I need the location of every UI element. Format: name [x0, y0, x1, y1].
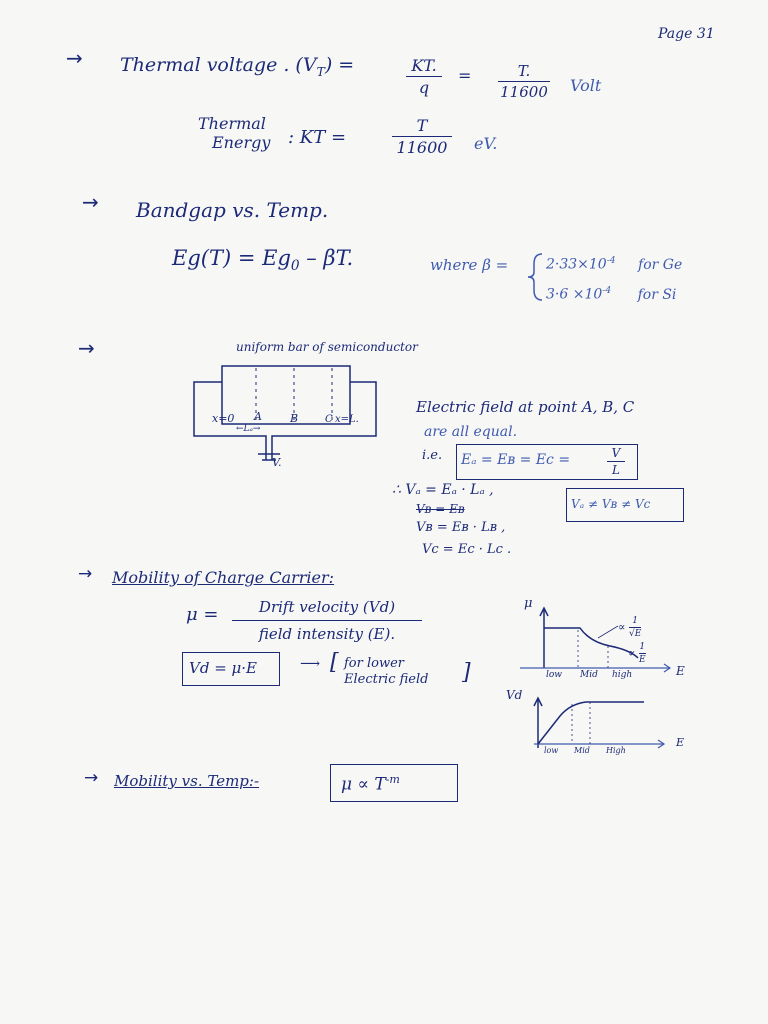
frac-denominator: L [612, 463, 620, 477]
point-b-label: B [290, 412, 299, 425]
si-mantissa: 3·6 ×10 [546, 286, 603, 303]
bullet-arrow-icon: → [66, 46, 83, 70]
thermal-energy-label [198, 114, 270, 152]
thermal-energy-line2: Energy [212, 133, 271, 152]
ann-prefix: ∝ [618, 620, 626, 634]
ann-fraction [639, 642, 646, 665]
graph2-tick-high: High [606, 746, 626, 755]
point-a-label: A [254, 410, 262, 423]
la-label: ←Lₐ→ [236, 424, 261, 434]
brace-icon [526, 252, 546, 302]
thermal-voltage-text: Thermal voltage . (V [120, 54, 317, 76]
frac-denominator: 11600 [396, 138, 448, 157]
note-line2: Electric field [344, 672, 429, 687]
graph1-x-label: E [676, 664, 685, 678]
frac-denominator: 11600 [500, 83, 548, 101]
energy-fraction [392, 116, 452, 157]
xl-label: x=L. [335, 414, 359, 425]
where-beta: where β = [430, 256, 509, 274]
graph1-y-label: μ [524, 596, 533, 611]
mobility-numerator: Drift velocity (Vd) [258, 598, 396, 616]
graph1-tick-mid: Mid [580, 670, 598, 680]
electric-field-line1: Electric field at point A, B, C [416, 398, 635, 416]
bandgap-formula-sub: 0 [290, 258, 300, 275]
bullet-arrow-icon: → [78, 336, 95, 360]
volt-unit: Volt [570, 76, 602, 95]
note-line1: for lower [344, 656, 405, 671]
point-c-label: C [325, 414, 333, 425]
mobility-temp-relation [341, 773, 400, 795]
ie-label: i.e. [422, 448, 443, 463]
electric-field-line2: are all equal. [424, 424, 518, 440]
frac-numerator: T [416, 116, 428, 135]
bracket-open: [ [330, 650, 339, 675]
graph2-y-label: Vd [506, 688, 523, 702]
vc-equation: Vc = Ec · Lc . [422, 542, 512, 557]
ann-fraction [629, 616, 641, 639]
frac-numerator: 1 [632, 616, 638, 626]
field-equal-text: Eₐ = Eʙ = Ec = [461, 452, 571, 468]
thermal-voltage-end: ) = [324, 54, 355, 76]
kt-over-q-fraction [406, 56, 442, 97]
bandgap-formula-text: Eg(T) = Eg [172, 246, 291, 270]
ge-value [546, 256, 682, 273]
si-label: for Si [637, 286, 677, 303]
thermal-voltage-label [120, 54, 354, 79]
voltage-unequal-box [566, 488, 684, 522]
mu-equals: μ = [186, 604, 219, 625]
low-field-note [344, 656, 428, 688]
frac-denominator: √E [628, 629, 642, 639]
t-over-11600-fraction [498, 62, 550, 101]
si-exponent: -4 [602, 286, 612, 296]
struck-text: Vʙ = Eʙ [416, 502, 465, 516]
ge-exponent: -4 [606, 256, 616, 266]
page-number: Page 31 [658, 26, 715, 42]
frac-numerator: T. [517, 62, 531, 80]
bandgap-formula [172, 246, 353, 274]
voltage-label: V. [272, 456, 282, 469]
voltage-unequal-text: Vₐ ≠ Vʙ ≠ Vc [571, 497, 651, 511]
graph2-tick-low: low [544, 746, 559, 755]
ge-mantissa: 2·33×10 [546, 256, 607, 273]
drift-velocity-formula: Vd = μ·E [189, 659, 258, 677]
ev-unit: eV. [474, 134, 498, 153]
mobility-temp-exponent: -m [385, 773, 400, 786]
mobility-temp-base: μ ∝ T [341, 774, 386, 795]
mobility-temp-heading: Mobility vs. Temp:- [114, 772, 260, 790]
bar-caption: uniform bar of semiconductor [236, 340, 418, 354]
graph1-tick-low: low [546, 670, 563, 680]
frac-numerator: KT. [411, 56, 437, 75]
implies-arrow-icon: ⟶ [300, 656, 321, 672]
thermal-voltage-sub: T [316, 64, 325, 79]
va-equation: ∴ Vₐ = Eₐ · Lₐ , [392, 482, 494, 498]
bullet-arrow-icon: → [84, 768, 99, 788]
bullet-arrow-icon: → [82, 190, 99, 214]
graph2-tick-mid: Mid [574, 746, 590, 755]
ann-prefix: ∝ [628, 646, 636, 660]
graph2-x-label: E [676, 736, 685, 749]
graph1-tick-high: high [612, 670, 633, 680]
kt-expression: : KT = [288, 127, 347, 148]
frac-numerator: V [611, 446, 621, 460]
bracket-close: ] [462, 660, 471, 685]
si-value [546, 286, 676, 303]
ge-label: for Ge [638, 256, 683, 273]
bandgap-heading: Bandgap vs. Temp. [136, 198, 329, 222]
ann-inverse [628, 642, 646, 665]
vb-equation: Vʙ = Eʙ · Lʙ , [416, 520, 506, 535]
bullet-arrow-icon: → [78, 564, 93, 584]
mobility-heading: Mobility of Charge Carrier: [112, 568, 335, 587]
frac-denominator: q [418, 78, 430, 97]
mobility-denominator: field intensity (E). [258, 625, 396, 643]
equals-sign: = [458, 66, 472, 85]
ann-inverse-sqrt [618, 616, 641, 639]
x0-label: x=0 [212, 412, 235, 425]
bandgap-formula-end: – βT. [299, 246, 354, 270]
field-equal-box [456, 444, 638, 480]
drift-velocity-box [182, 652, 280, 686]
frac-numerator: 1 [639, 642, 646, 652]
v-over-l-fraction [607, 446, 625, 477]
frac-denominator: E [638, 655, 646, 665]
thermal-energy-line1: Thermal [198, 114, 266, 133]
mobility-fraction [232, 598, 422, 643]
mobility-temp-box [330, 764, 458, 802]
